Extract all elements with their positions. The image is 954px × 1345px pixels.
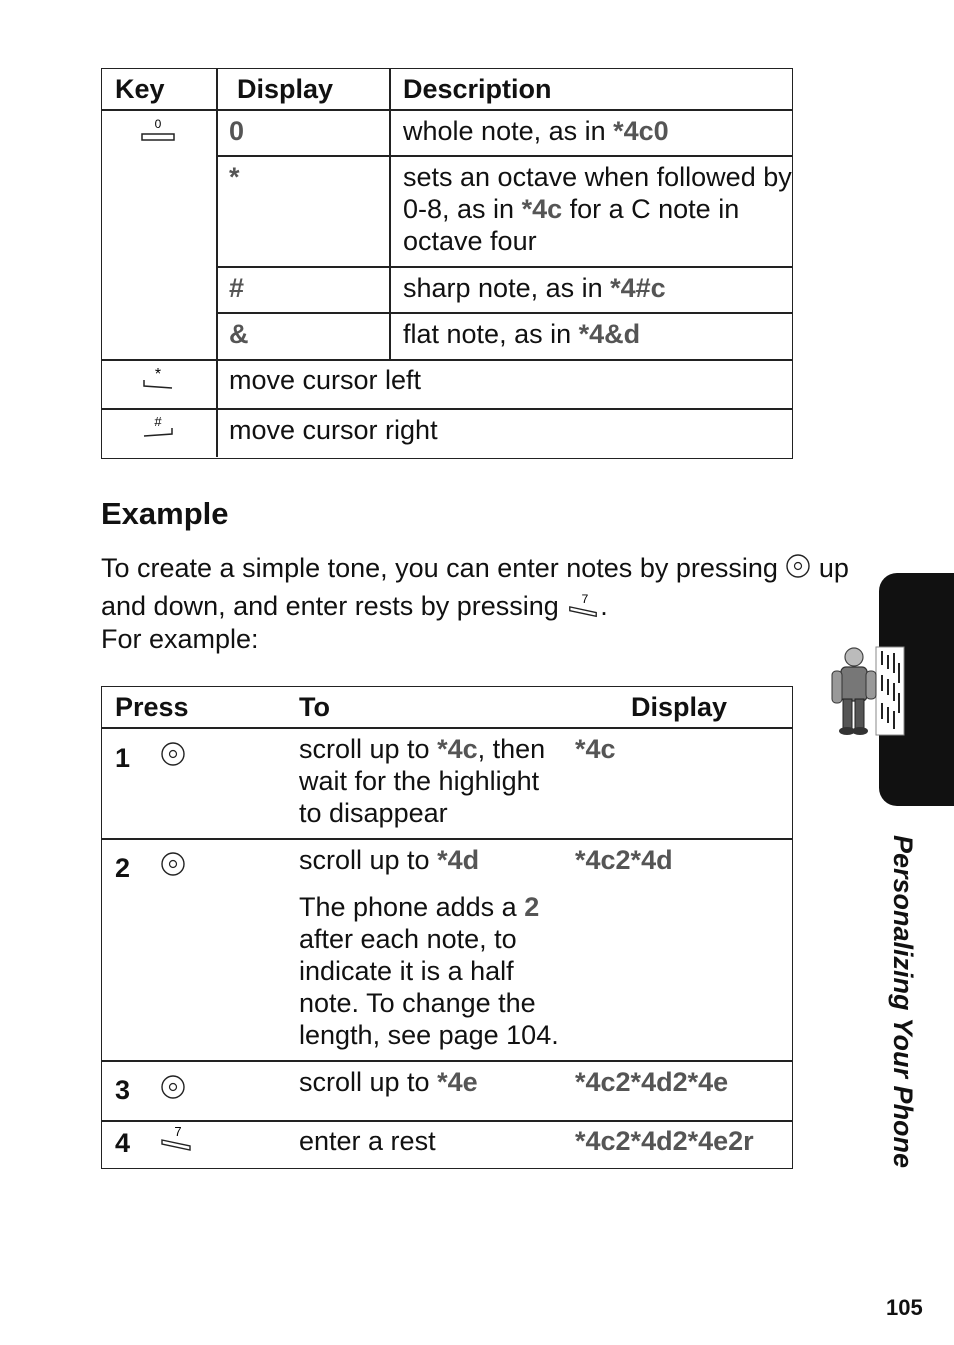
hash-key-label: # <box>154 414 162 429</box>
step-1-to-line1: scroll up to *4c, then <box>299 734 546 764</box>
hash-desc: move cursor right <box>229 415 438 445</box>
step-2-note-line2: after each note, to <box>299 924 517 954</box>
section-label: Personalizing Your Phone <box>888 835 918 1169</box>
nav-key-icon <box>160 1074 186 1100</box>
header-display: Display <box>237 74 334 104</box>
step-1-display: *4c <box>575 734 616 764</box>
example-line-1: To create a simple tone, you can enter notes by pressing up <box>101 553 849 583</box>
example-line-2: and down, and enter rests by pressing 7 . <box>101 591 608 621</box>
desc-row-0: whole note, as in *4c0 <box>403 116 669 146</box>
display-hash: # <box>229 273 245 303</box>
hash-key-icon <box>140 414 176 442</box>
key-7-label: 7 <box>174 1124 182 1139</box>
desc-row-1-line3: octave four <box>403 226 537 256</box>
nav-key-icon <box>785 553 811 579</box>
step-4-num: 4 <box>115 1128 131 1158</box>
star-desc: move cursor left <box>229 365 422 395</box>
key-0-label: 0 <box>154 118 162 131</box>
key-0-icon <box>140 118 176 146</box>
display-star: * <box>229 162 240 192</box>
example-line-3: For example: <box>101 624 259 654</box>
header-display-2: Display <box>631 692 728 722</box>
nav-key-icon <box>160 851 186 877</box>
personalize-figure-icon <box>826 643 908 738</box>
step-3-display: *4c2*4d2*4e <box>575 1067 729 1097</box>
step-1-to-line3: to disappear <box>299 798 448 828</box>
header-press: Press <box>115 692 189 722</box>
key-7-icon <box>566 591 600 619</box>
step-4-display: *4c2*4d2*4e2r <box>575 1126 754 1156</box>
header-to: To <box>299 692 330 722</box>
step-2-num: 2 <box>115 853 131 883</box>
step-3-num: 3 <box>115 1075 131 1105</box>
step-1-num: 1 <box>115 743 131 773</box>
step-3-to: scroll up to *4e <box>299 1067 478 1097</box>
header-description: Description <box>403 74 552 104</box>
display-amp: & <box>229 319 249 349</box>
step-2-to-line1: scroll up to *4d <box>299 845 480 875</box>
desc-row-2: sharp note, as in *4#c <box>403 273 666 303</box>
page-number: 105 <box>886 1295 923 1320</box>
star-key-label: * <box>154 366 162 383</box>
nav-key-icon <box>160 741 186 767</box>
step-2-note-line3: indicate it is a half <box>299 956 514 986</box>
example-heading: Example <box>101 496 229 531</box>
step-4-to: enter a rest <box>299 1126 436 1156</box>
step-2-display: *4c2*4d <box>575 845 673 875</box>
display-0: 0 <box>229 116 245 146</box>
step-1-to-line2: wait for the highlight <box>299 766 540 796</box>
step-2-note-line4: note. To change the <box>299 988 536 1018</box>
desc-row-3: flat note, as in *4&d <box>403 319 641 349</box>
desc-row-1-line2: 0-8, as in *4c for a C note in <box>403 194 740 224</box>
star-key-icon <box>140 366 176 394</box>
step-2-note-line1: The phone adds a 2 <box>299 892 540 922</box>
key-7-icon <box>158 1124 194 1152</box>
desc-row-1-line1: sets an octave when followed by <box>403 162 792 192</box>
header-key: Key <box>115 74 165 104</box>
key-7-label: 7 <box>581 592 589 607</box>
step-2-note-line5: length, see page 104. <box>299 1020 559 1050</box>
